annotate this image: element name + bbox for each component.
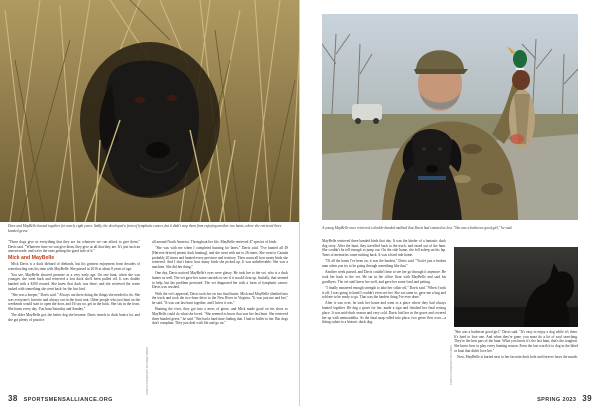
paragraph: "She was with me when I completed hunting for lanes," Davis said. "I've hunted all 49 [Harvest-driven] permit duck hunting], and she went with me to 26 states. She went to Canada probably 20 times and hunted every province and territory. Then count all how many birds she retrieved. And I don't know how many birds she picked up. It was unbelievable. She was a machine. She did her thing.": [152, 246, 288, 270]
hunting-blind-dog-photo: [0, 0, 300, 222]
left-photo-caption: Dave and MayBelle hunted together for nearly eight years. Sadly, the developed a form of lymphatic cancer, but it didn't stop them from enjoying another two hunts, where she retrieved three banded geese.: [8, 224, 282, 233]
photo-credit-left: PHOTO COURTESY OF DAVE DAVIS: [145, 347, 149, 395]
section-subhead: Mick and MayBelle: [8, 254, 55, 261]
page-number: 38: [8, 394, 18, 403]
website: SPORTSMENSALLIANCE.ORG: [23, 397, 113, 403]
paragraph: "These dogs give us everything that they are for whatever we can afford to give them," Davis said. "Whatever time we can give them, they give us all that they are. It's just such an uneven trade, and we're the ones getting the good side of it.": [8, 240, 140, 254]
paragraph: "She was a barbecue good girl," Davis said. "It's easy to enjoy a dog while it's there. It's hard to lose one. And when they're gone, you must do a lot of soul searching. They're the best part of the hunt. What you know it's the last hunt, that's the toughest. She knew how to play every hunting season. Even the last worth it to dog in the blind or boat that didn't love her.": [454, 330, 578, 353]
folio-right: [537, 394, 592, 403]
paragraph: "She was a keeper," Davis said. "Always out there doing the things she needed to do. She was everyone's favorite and always out in the front seat. Other people who just hunt on the weekends would start to open the door, and I'd say no, get in the back. She sits in the front. She hunts every day. You hunt Saturday and Sunday.": [8, 293, 140, 312]
paragraph: One day, Davis noticed MayBelle's eyes were glassy. He took her to the vet, who is a duck hunter as well. The vet gave her some steroids to see if it would clear up. Initially, that seemed to help, but the problem persisted. The vet diagnosed her with a form of lymphatic cancer. Davis was crushed.: [152, 271, 288, 290]
paragraph: all around North America. Throughout her life, MayBelle retrieved 47 species of birds.: [152, 240, 277, 244]
right-column-2: [454, 330, 578, 361]
left-column-1: [8, 240, 140, 324]
right-column-1: [322, 239, 446, 326]
paragraph: The older MayBelle got, the better dog she became. Davis travels to duck hunt a lot, and she got plenty of practice: [8, 313, 140, 323]
hunter-illustration: [322, 14, 578, 220]
paragraph: "Of all the hunts I've been on, it was the hardest," Davis said. "You're just a broken man when you try to be going through something like that.": [322, 259, 446, 269]
paragraph: Mick Davis is a duck diehard of diehards, but his greatest enjoyment from decades of waterfowling was his time with MayBelle. She passed in 2016 at about 8 years of age.: [8, 261, 140, 271]
paragraph: Now, MayBelle is buried next to her favorite duck hole and forever faces the marsh.: [457, 355, 578, 360]
paragraph: "I finally mustered enough strength to take her collar off," Davis said. "When I took it off, I was going to hand I couldn't even see her. She sat came to, gave me a hug and told me to be ready to go. That was the hardest thing I've ever done.": [322, 285, 446, 300]
photo-credit-right: PHOTO COURTESY OF DAVIS: [449, 345, 453, 385]
hunter-dog-duck-photo: [322, 14, 578, 220]
blind-dog-illustration: [0, 0, 300, 222]
dog-silhouette-inset-photo: [454, 247, 578, 327]
right-photo-caption: A young MayBelle once retrieved a double-banded mallard that Davis had counted as lost. "She was a barbecue good girl," he said.: [322, 226, 513, 230]
paragraph: You see, MayBelle showed promise as a very early age. On one hunt, when she was younger, she went back and retrieved a lost duck she'd been pulled off. It was double banded with a $100 reward. She knew that duck was there, and she retrieved the waste tasked with something she went back for the lost bird.: [8, 272, 140, 291]
left-column-2: [152, 240, 288, 327]
right-page: [300, 0, 600, 406]
paragraph: After it was over, he took her home and went to a place where they had always hunted together. He dug a grave for her, made a sign and finished her final resting place. It was mid-duck season and very cold. Davis laid her in the grave and covered her up with memorabilia. As the final snap rolled into place, two geese flew over—a fitting salute to a historic duck dog.: [322, 301, 446, 325]
folio-left: [8, 394, 113, 403]
paragraph: MayBelle retrieved three banded birds that day. It was the kinder of a fantastic duck dog story. After the hunt, they travelled back to the truck, and eased out of the hunt. She couldn't be tell enough to jump out. On the ride home, she fell asleep on his lap. Tears of memories came rushing back. It was a hard ride home.: [322, 239, 446, 258]
silhouette-illustration: [454, 247, 578, 327]
page-number: 39: [582, 394, 592, 403]
paragraph: Another week passed, and Davis couldn't bear to see her go through it anymore. He took her back to the vet. He sat in the office floor with MayBelle and said his goodbyes. The vet staff knew her well, and gave her some food and petting.: [322, 270, 446, 284]
paragraph: With the vet's approval, Davis took her on two final hunts. Mick and MayBelle climbed into the truck and took the two-hour drive to the New River in Virginia. "It was just me and her," he said. "It was our last hunt together, and I knew it was.": [152, 291, 288, 305]
issue-date: SPRING 2023: [537, 397, 577, 403]
paragraph: Hunting the river, they got into a mess of geese, and Mick made good on his shots so MayBelle could do what she loved. "She seemed to know that was her last hunt. She retrieved three banded geese," he said. "She had a hard time finding that. I had to holler to her. But dogs don't complain. They just deal with life and go on.": [152, 307, 288, 326]
